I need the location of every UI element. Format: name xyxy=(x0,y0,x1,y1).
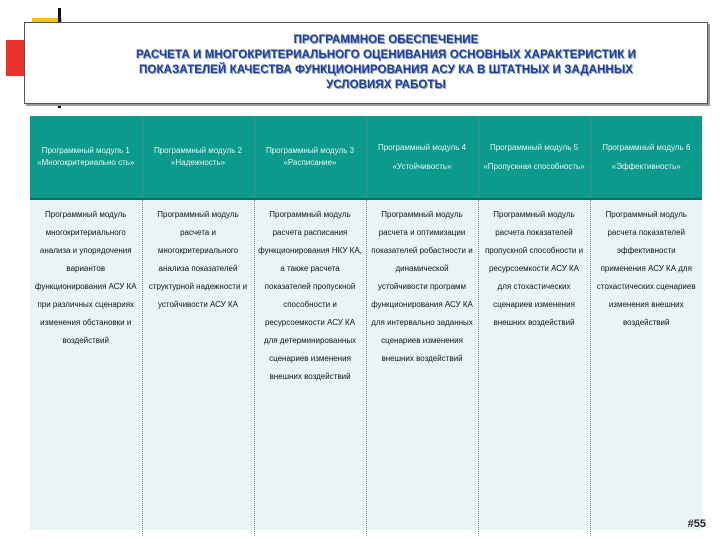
title-line-2: РАСЧЕТА И МНОГОКРИТЕРИАЛЬНОГО ОЦЕНИВАНИЯ ОСНОВНЫХ ХАРАКТЕРИСТИК И xyxy=(135,49,637,61)
slide-title xyxy=(24,22,708,104)
table-row xyxy=(30,199,702,536)
modules-table xyxy=(30,116,702,530)
table-header-row xyxy=(30,116,702,199)
cell-module-6: Программный модуль расчета показателей эффективности применения АСУ КА для стохастических сценариев изменения внешних воздействий xyxy=(590,199,702,536)
cell-module-2: Программный модуль расчета и многокритериального анализа показателей структурной надежности и устойчивости АСУ КА xyxy=(142,199,254,536)
cell-module-4: Программный модуль расчета и оптимизации показателей робастности и динамической устойчивости программ функционирования АСУ КА для интервально заданных сценариев изменения внешних воздействий xyxy=(366,199,478,536)
cell-module-5: Программный модуль расчета показателей пропускной способности и ресурсоемкости АСУ КА для стохастических сценариев изменения внешних воздействий xyxy=(478,199,590,536)
cell-module-1: Программный модуль многокритериального анализа и упорядочения вариантов функционирования АСУ КА при различных сценариях изменения обстановки и воздействий xyxy=(34,210,137,345)
cell-module-3: Программный модуль расчета расписания функционирования НКУ КА, а также расчета показателей пропускной способности и ресурсоемкости АСУ КА для детерминированных сценариев изменения внешних воздействий xyxy=(254,199,366,536)
header-module-5: Программный модуль 5 «Пропускная способность» xyxy=(478,116,590,199)
page-number: #55 xyxy=(687,518,706,530)
header-module-1: Программный модуль 1 «Многокритериально сть» xyxy=(30,116,142,199)
header-module-3: Программный модуль 3 «Расписание» xyxy=(254,116,366,199)
header-module-6: Программный модуль 6 «Эффективность» xyxy=(590,116,702,199)
title-line-4: УСЛОВИЯХ РАБОТЫ xyxy=(326,79,446,91)
header-module-4: Программный модуль 4 «Устойчивость» xyxy=(366,116,478,199)
title-line-1: ПРОГРАММНОЕ ОБЕСПЕЧЕНИЕ xyxy=(293,34,479,46)
title-line-3: ПОКАЗАТЕЛЕЙ КАЧЕСТВА ФУНКЦИОНИРОВАНИЯ АСУ КА В ШТАТНЫХ И ЗАДАННЫХ xyxy=(139,64,633,76)
header-module-2: Программный модуль 2 «Надежность» xyxy=(142,116,254,199)
